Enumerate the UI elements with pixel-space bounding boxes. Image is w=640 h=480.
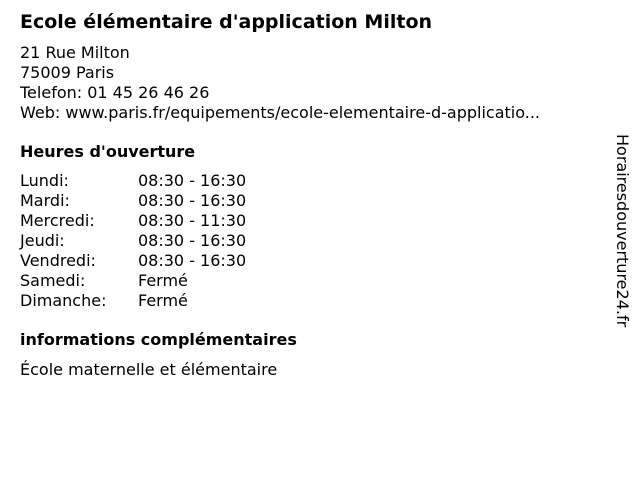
hours-time: Fermé: [138, 291, 188, 310]
hours-day: Jeudi:: [20, 231, 65, 250]
additional-info-text: École maternelle et élémentaire: [20, 360, 278, 379]
hours-day: Vendredi:: [20, 251, 96, 270]
city-address: 75009 Paris: [20, 63, 115, 82]
hours-row-tuesday: [20, 191, 600, 211]
hours-row-thursday: [20, 231, 600, 251]
site-watermark: Horairesdouverture24.fr: [613, 134, 632, 328]
hours-time: 08:30 - 16:30: [138, 171, 247, 190]
opening-hours-title: Heures d'ouverture: [20, 142, 196, 161]
hours-row-wednesday: [20, 211, 600, 231]
business-card: [20, 10, 600, 380]
website-link[interactable]: Web: www.paris.fr/equipements/ecole-elementaire-d-applicatio...: [20, 103, 540, 122]
hours-row-monday: [20, 171, 600, 191]
hours-row-saturday: [20, 271, 600, 291]
hours-time: 08:30 - 11:30: [138, 211, 247, 230]
hours-day: Mercredi:: [20, 211, 95, 230]
hours-day: Mardi:: [20, 191, 70, 210]
hours-day: Dimanche:: [20, 291, 107, 310]
phone-number: Telefon: 01 45 26 46 26: [20, 83, 210, 102]
hours-time: Fermé: [138, 271, 188, 290]
hours-time: 08:30 - 16:30: [138, 191, 247, 210]
hours-time: 08:30 - 16:30: [138, 251, 247, 270]
hours-row-sunday: [20, 291, 600, 311]
additional-info-title: informations complémentaires: [20, 330, 297, 349]
hours-row-friday: [20, 251, 600, 271]
page-title: Ecole élémentaire d'application Milton: [20, 11, 433, 33]
opening-hours-table: [20, 171, 600, 311]
street-address: 21 Rue Milton: [20, 43, 130, 62]
hours-day: Lundi:: [20, 171, 69, 190]
hours-time: 08:30 - 16:30: [138, 231, 247, 250]
address-block: [20, 43, 600, 123]
hours-day: Samedi:: [20, 271, 86, 290]
